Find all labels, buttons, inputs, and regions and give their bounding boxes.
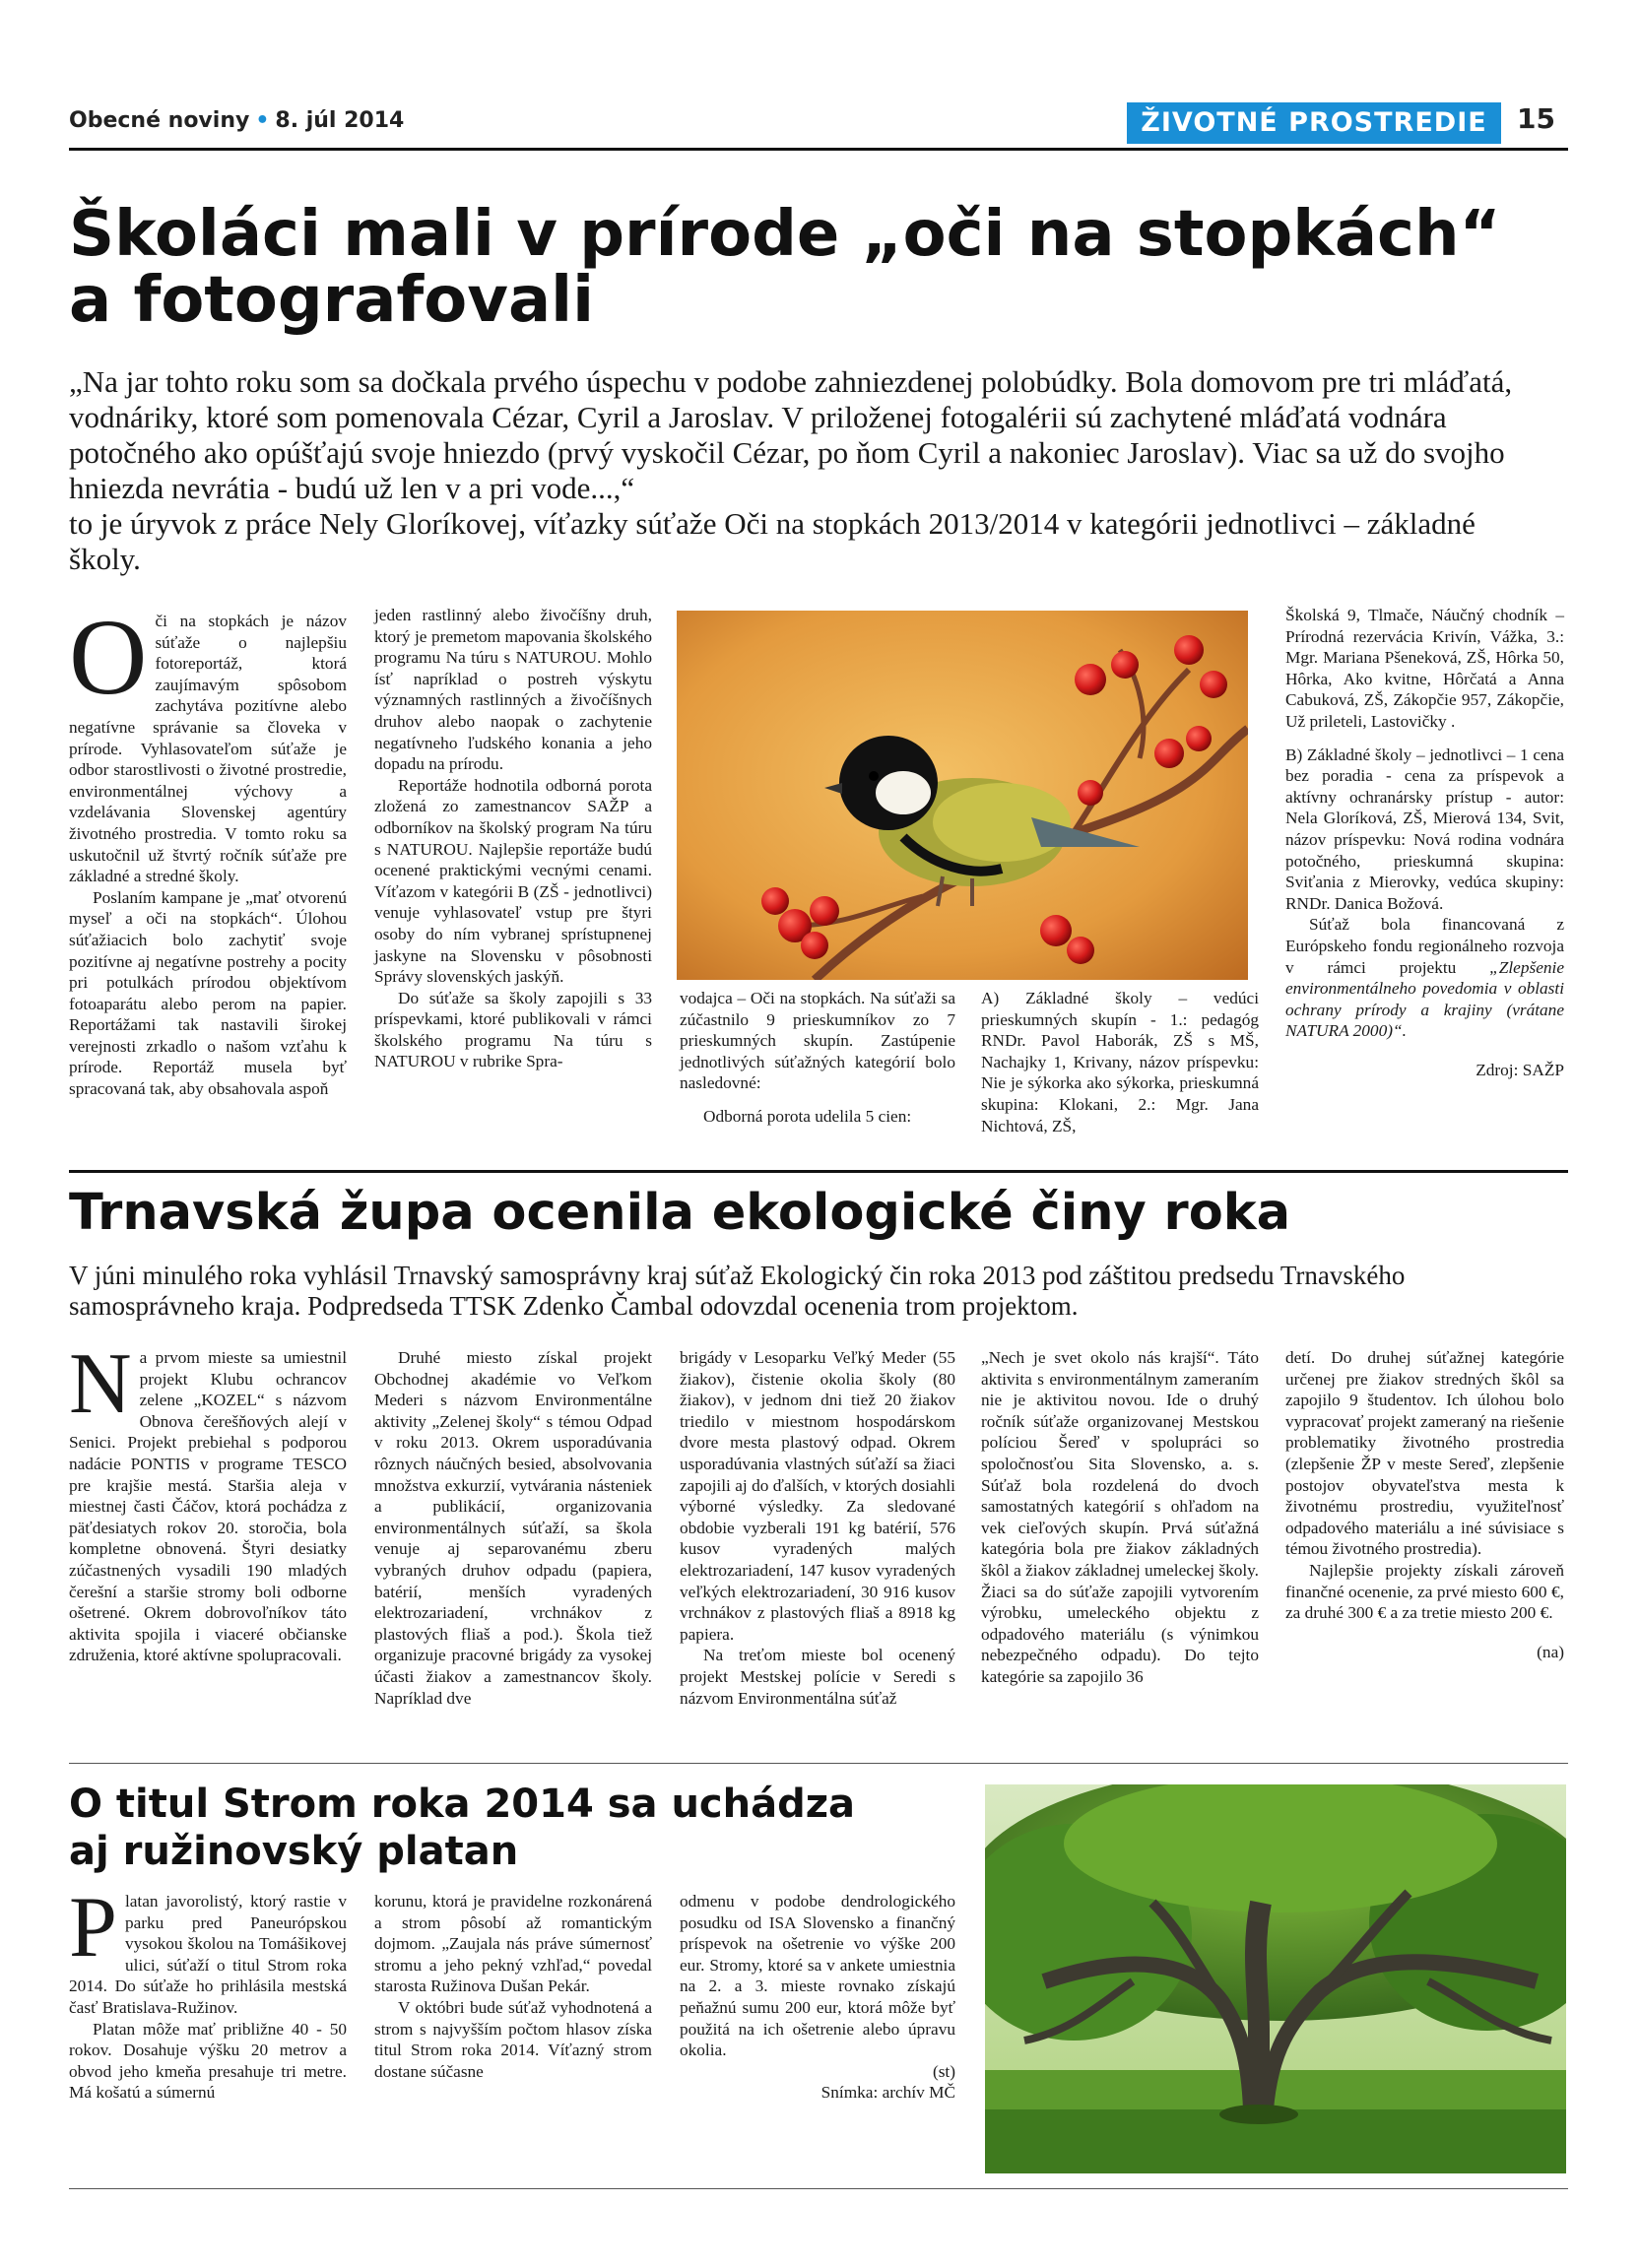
article1-title-line2: a fotografovali (69, 264, 594, 338)
paragraph: korunu, ktorá je pravidelne rozkonárená a strom pôsobí až romantickým dojmom. „Zaujala nás práve súmernosť stromu a jeho pekný vzhľad,“ povedal starosta Ružinova Dušan Pekár. (374, 1892, 652, 1996)
paragraph: Poslaním kampane je „mať otvorenú myseľ a oči na stopkách“. Úlohou súťažiacich bolo zachytiť svoje pozitívne aj negatívne postrehy a pocity pri potulkách prírodou objektívom fotoaparátu alebo perom na papier. Reportážami tak nastavili širokej verejnosti zrkadlo o našom vzťahu k prírode. Reportáž musela byť spracovaná tak, aby obsahovala aspoň (69, 887, 347, 1099)
article3-title-line2: aj ružinovský platan (69, 1829, 519, 1874)
article3-col1 (69, 1880, 347, 2104)
paragraph: Odborná porota udelila 5 cien: (703, 1106, 912, 1126)
article2-col4 (981, 1347, 1259, 1688)
article3-title-line1: O titul Strom roka 2014 sa uchádza (69, 1782, 856, 1827)
article1-title-line1: Školáci mali v prírode „oči na stopkách“ (69, 198, 1501, 271)
author-sign: (st) (932, 2061, 955, 2081)
paragraph: Na treťom mieste bol ocenený projekt Mestskej polície v Seredi s názvom Environmentálna súťaž (680, 1646, 955, 1708)
paragraph: detí. Do druhej súťažnej kategórie určenej pre žiakov stredných škôl sa zapojilo 9 študentov. Ich úlohou bolo vypracovať projekt zameraný na riešenie problematiky životného prostredia (zlepšenie ŽP v meste Sereď, zlepšenie postojov obyvateľstva mesta k životnému prostrediu, využiteľnosť odpadového materiálu a iné súvisiace s témou životného prostredia). (1285, 1348, 1564, 1559)
article1-title (69, 198, 1586, 338)
dropcap: O (69, 597, 148, 717)
masthead (69, 108, 404, 133)
paragraph: Najlepšie projekty získali zároveň finančné ocenenie, za prvé miesto 600 €, za druhé 300 € a za tretie miesto 200 €. (1285, 1560, 1564, 1623)
paragraph: jeden rastlinný alebo živočíšny druh, ktorý je premetom mapovania školského programu Na túru s NATUROU. Mohlo ísť napríklad o postreh výskytu významných rastlinných a živočíšnych druhov alebo naopak o zachytenie negatívneho ľudského konania a jeho dopadu na prírodu. (374, 606, 652, 774)
paragraph: A) Základné školy – vedúci prieskumných skupín - 1.: pedagóg RNDr. Pavol Haborák, ZŠ s MŠ, Nachajky 1, Krivany, názov príspevku: Nie je sýkorka ako sýkorka, prieskumná skupina: Klokani, 2.: Mgr. Jana Nichtová, ZŠ, (981, 989, 1259, 1135)
article1-col3 (680, 988, 955, 1128)
author-sign: (na) (1537, 1642, 1564, 1661)
paragraph: latan javorolistý, ktorý rastie v parku pred Paneurópskou vysokou školou na Tomášikovej ulici, súťaží o titul Strom roka 2014. Do súťaže ho prihlásila mestská časť Bratislava-Ružinov. (69, 1892, 347, 2017)
dropcap: N (69, 1336, 132, 1432)
paragraph: V októbri bude súťaž vyhodnotená a strom s najvyšším počtom hlasov získa titul Strom roka 2014. Víťazný strom dostane súčasne (374, 1997, 652, 2081)
great-tit-photo (677, 611, 1248, 980)
bird-on-branch-image (677, 611, 1248, 980)
header-rule (69, 148, 1568, 151)
article2-col5 (1285, 1347, 1564, 1662)
photo-credit: Snímka: archív MČ (820, 2083, 955, 2103)
footer-rule (69, 2188, 1568, 2189)
paragraph: Druhé miesto získal projekt Obchodnej akadémie vo Veľkom Mederi s názvom Environmentálne aktivity „Zelenej školy“ s témou Odpad v roku 2013. Okrem usporadúvania rôznych náučných besied, absolvovania množstva exkurzií, vytvárania násteniek a publikácií, organizovania environmentálnych súťaží, sa škola venuje aj separovanému zberu vybraných druhov odpadu (papiera, batérií, menších vyradených elektrozariadení, vrchnákov z plastových fliaš a pod.). Škola tiež organizuje pracovné brigády za vysokej účasti žiakov a zamestnancov školy. Napríklad dve (374, 1348, 652, 1708)
paragraph: „Nech je svet okolo nás krajší“. Táto aktivita s environmentálnym zameraním nie je aktivitou novou. Ide o druhý ročník súťaže organizovanej Mestskou políciou Šereď v spolupráci so spoločnosťou Sita Slovensko, a. s. Súťaž bola rozdelená do dvoch samostatných kategórií s ohľadom na vek cieľových skupín. Prvá súťažná kategória bola pre žiakov základných škôl a žiakov základnej umeleckej školy. Žiaci sa do súťaže zapojili vytvorením výrobku, umeleckého objektu z odpadového materiálu (s výnimkou nebezpečného odpadu). Do tejto kategórie sa zapojilo 36 (981, 1348, 1260, 1686)
source-credit: Zdroj: SAŽP (1476, 1060, 1564, 1079)
article2-col2 (374, 1347, 652, 1709)
issue-date: 8. júl 2014 (275, 108, 405, 133)
article1-lead-quote: „Na jar tohto roku som sa dočkala prvého úspechu v podobe zahniezdenej polobúdky. Bola domovom pre tri mláďatá, vodnáriky, ktoré som pomenovala Cézar, Cyril a Jaroslav. V priloženej fotogalérii sú zachytené mláďatá vodnára potočného ako opúšťajú svoje hniezdo (prvý vyskočil Cézar, po ňom Cyril a nakoniec Jaroslav). Viac sa už do svojho hniezda nevrátia - budú už len v a pri vode...,“ (69, 364, 1513, 505)
paragraph: B) Základné školy – jednotlivci – 1 cena bez poradia - cena za príspevok a aktívny ochranársky prístup - autor: Nela Gloríková, ZŠ, Mierová 134, Svit, názov príspevku: Nová rodina vodnára potočného, prieskumná skupina: Sviťania z Mierovky, vedúca skupiny: RNDr. Danica Božová. (1285, 745, 1564, 913)
article1-col4 (981, 988, 1259, 1136)
paragraph-text: Súťaž bola financovaná z Európskeho fondu regionálneho rozvoja v rámci projektu (1285, 915, 1564, 977)
article2-col1 (69, 1336, 347, 1666)
article-divider-thin (69, 1763, 1568, 1764)
article-divider (69, 1170, 1568, 1173)
article1-lead (69, 364, 1532, 577)
paragraph: brigády v Lesoparku Veľký Meder (55 žiakov), čistenie okolia školy (80 žiakov), v jednom dni tiež 20 žiakov triedilo v miestnom hospodárskom dvore mesta plastový odpad. Okrem usporadúvania vlastných súťaží sa žiaci zapojili aj do ďalších, v ktorých dosiahli výborné výsledky. Za sledované obdobie vyzberali 191 kg batérií, 576 kusov vyradených malých elektrozariadení, 147 kusov vyradených veľkých elektrozariadení, 30 916 kusov vrchnákov z plastových fliaš a 8918 kg papiera. (680, 1348, 955, 1644)
paragraph (1285, 914, 1564, 1042)
article2-lead: V júni minulého roka vyhlásil Trnavský samosprávny kraj súťaž Ekologický čin roka 2013 pod záštitou predsedu Trnavského samosprávneho kraja. Podpredseda TTSK Zdenko Čambal odovzdal ocenenia trom projektom. (69, 1261, 1406, 1321)
paragraph: Platan môže mať približne 40 - 50 rokov. Dosahuje výšku 20 metrov a obvod jeho kmeňa presahuje tri metre. Má košatú a súmernú (69, 2019, 347, 2103)
article1-lead-source: to je úryvok z práce Nely Gloríkovej, víťazky súťaže Oči na stopkách 2013/2014 v kategórii jednotlivci – základné školy. (69, 506, 1476, 576)
paragraph: odmenu v podobe dendrologického posudku od ISA Slovensko a finančný príspevok na ošetrenie vo výške 200 eur. Stromy, ktoré sa v ankete umiestnia na 2. a 3. mieste rovnako získajú peňažnú sumu 200 eur, ktorá môže byť použitá na ich ošetrenie alebo úpravu okolia. (680, 1892, 955, 2060)
article3-title (69, 1781, 955, 1875)
article3-col3 (680, 1891, 955, 2104)
article2-col3 (680, 1347, 955, 1709)
article1-col2 (374, 605, 652, 1072)
plane-tree-photo (985, 1784, 1566, 2173)
paragraph: Školská 9, Tlmače, Náučný chodník – Prírodná rezervácia Krivín, Vážka, 3.: Mgr. Mariana Pšeneková, ZŠ, Hôrka 50, Hôrka, Ako kvitne, Hôrčatá a Anna Cabuková, ZŠ, Zákopčie 957, Zákopčie, Už prileteli, Lastovičky . (1285, 606, 1564, 731)
paper-name: Obecné noviny (69, 108, 250, 133)
dropcap: P (69, 1880, 117, 1976)
paragraph: a prvom mieste sa umiestnil projekt Klubu ochrancov zelene „KOZEL“ s názvom Obnova čerešňových alejí v Senici. Projekt prebiehal s podporou nadácie PONTIS v programe TESCO pre krajšie mestá. Staršia aleja v miestnej časti Čáčov, ktorá pochádza z päťdesiatych rokov 20. storočia, bola kompletne obnovená. Štyri desiatky zúčastnených vysadili 190 mladých čerešní a staršie stromy boli odborne ošetrené. Okrem dobrovoľníkov táto aktivita spojila i viaceré občianske združenia, ktoré aktívne spolupracovali. (69, 1348, 347, 1665)
tree-in-park-image (985, 1784, 1566, 2173)
article2-title: Trnavská župa ocenila ekologické činy roka (69, 1184, 1291, 1242)
paragraph: vodajca – Oči na stopkách. Na súťaži sa zúčastnilo 9 prieskumníkov zo 7 prieskumných skupín. Zastúpenie jednotlivých súťažných kategórií bolo nasledovné: (680, 989, 955, 1093)
paragraph: či na stopkách je názov súťaže o najlepšiu fotoreportáž, ktorá zaujímavým spôsobom zachytáva pozitívne alebo negatívne správanie sa človeka v prírode. Vyhlasovateľom súťaže je odbor starostlivosti o životné prostredie, environmentálnej výchovy a vzdelávania Slovenskej agentúry životného prostredia. V tomto roku sa uskutočnil už štvrtý ročník súťaže pre základné a stredné školy. (69, 612, 347, 886)
article1-col1 (69, 597, 347, 1100)
page-number: 15 (1517, 102, 1555, 135)
paragraph: Do súťaže sa školy zapojili s 33 príspevkami, ktoré publikovali v rámci školského programu Na túru s NATUROU v rubrike Spra- (374, 988, 652, 1071)
article3-col2 (374, 1891, 652, 2082)
section-label: ŽIVOTNÉ PROSTREDIE (1127, 102, 1501, 144)
separator-dot: • (255, 108, 270, 133)
project-name: „Zlepšenie environmentálneho povedomia v oblasti ochrany prírody a krajiny (vrátane NATURA 2000)“. (1285, 957, 1564, 1041)
paragraph: Reportáže hodnotila odborná porota zložená zo zamestnancov SAŽP a odborníkov na školský program Na túru s NATUROU. Najlepšie reportáže budú ocenené praktickými vecnými cenami. Víťazom v kategórii B (ZŠ - jednotlivci) venuje vyhlasovateľ vstup pre štyri osoby do ním vybranej sprístupnenej jaskyne na Slovensku v pôsobnosti Správy slovenských jaskýň. (374, 775, 652, 987)
article1-col5 (1285, 605, 1564, 1080)
